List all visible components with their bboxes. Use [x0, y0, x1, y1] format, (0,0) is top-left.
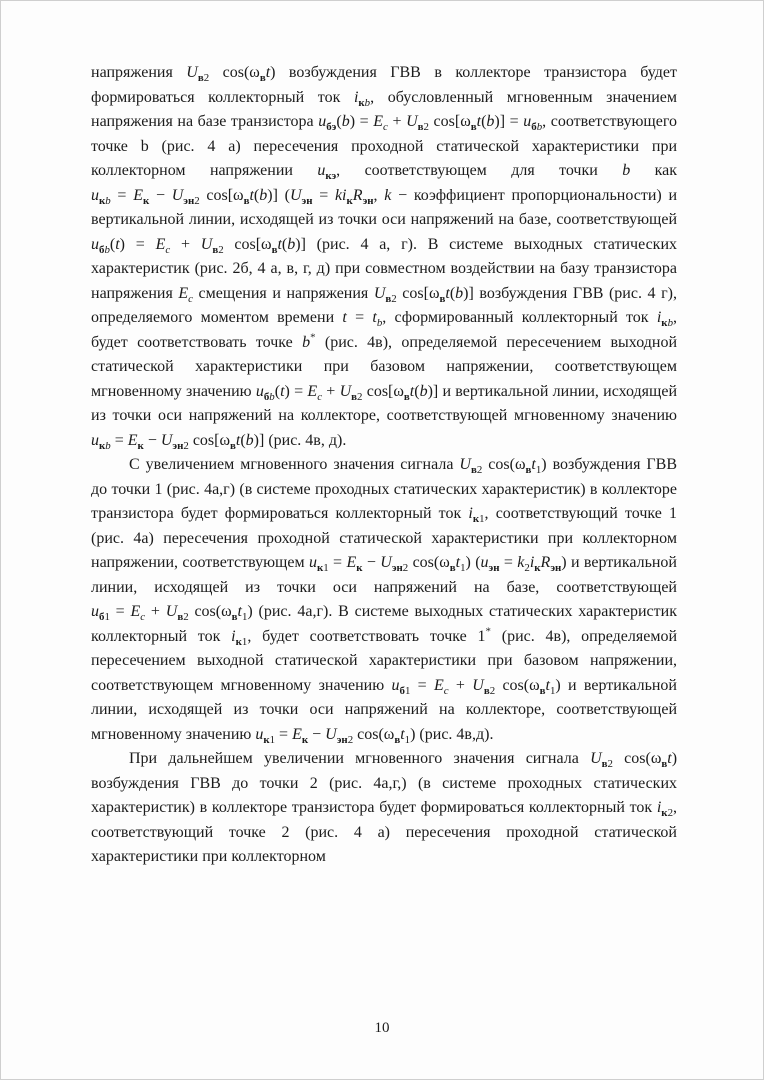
page-number: 10	[374, 1020, 390, 1036]
paragraph: При дальнейшем увеличении мгновенного значения сигнала $U_{в2}$ $\cos(\omega_вt)$ возбуждения ГВВ до точки 2 (рис. 4а,г,) (в системе проходных статических характеристик) в коллекторе транзистора будет формироваться коллекторный ток $i_{к2}$, соответствующий точке 2 (рис. 4 а) пересечения проходной статической характеристики при коллекторном	[91, 750, 678, 865]
paragraph: С увеличением мгновенного значения сигнала $U_{в2}$ $\cos(\omega_вt_1)$ возбуждения ГВВ до точки 1 (рис. 4а,г) (в системе проходных статических характеристик) в коллекторе транзистора будет формироваться коллекторный ток $i_{к1}$, соответствующий точке 1 (рис. 4а) пересечения проходной статической характеристики при коллекторном напряжении, соответствующем $u_{к1} = E_к - U_{эн2}$ $\cos(\omega_вt_1) (u_{эн} = k_2i_кR_{эн})$ и вертикальной линии, исходящей из точки оси напряжений на базе, соответствующей $u_{б1} = E_c + U_{в2}$ $\cos(\omega_вt_1)$ (рис. 4а,г). В системе выходных статических характеристик коллекторный ток $i_{к1}$, будет соответствовать точке 1* (рис. 4в), определяемой пересечением выходной статической характеристики при базовом напряжении, соответствующем мгновенному значению $u_{б1} = E_c + U_{в2}$ $\cos(\omega_вt_1)$ и вертикальной линии, исходящей из точки оси напряжений на коллекторе, соответствующей мгновенному значению $u_{к1} = E_к - U_{эн2}$ $\cos(\omega_вt_1)$ (рис. 4в,д).	[91, 456, 678, 746]
paragraph: напряжения $U_{в2}$ $\cos(\omega_вt)$ возбуждения ГВВ в коллекторе транзистора будет формироваться коллекторный ток $i_{кb}$, обусловленный мгновенным значением напряжения на базе транзистора $u_{бэ}(b) = E_c + U_{в2}$ $\cos[\omega_вt(b)] = u_{бb}$, соответствующего точке b (рис. 4 а) пересечения проходной статической характеристики при коллекторном напряжении $u_{кэ}$, соответствующем для точки b как $u_{кb} = E_к - U_{эн2}$ $\cos[\omega_вt(b)] (U_{эн} = ki_кR_{эн}$, k − коэффициент пропорциональности) и вертикальной линии, исходящей из точки оси напряжений на базе, соответствующей $u_{бb}(t) = E_c + U_{в2}$ $\cos[\omega_вt(b)]$ (рис. 4 а, г). В системе выходных статических характеристик (рис. 2б, 4 а, в, г, д) при совместном воздействии на базу транзистора напряжения $E_c$ смещения и напряжения $U_{в2}$ $\cos[\omega_вt(b)]$ возбуждения ГВВ (рис. 4 г), определяемого моментом времени $t = t_b$, сформированный коллекторный ток $i_{кb}$, будет соответствовать точке b* (рис. 4в), определяемой пересечением выходной статической характеристики при базовом напряжении, соответствующем мгновенному значению $u_{бb}(t) = E_c + U_{в2}$ $\cos[\omega_вt(b)]$ и вертикальной линии, исходящей из точки оси напряжений на коллекторе, соответствующей мгновенному значению $u_{кb} = E_к - U_{эн2}$ $\cos[\omega_вt(b)]$ (рис. 4в, д).	[91, 64, 678, 452]
text-body	[91, 61, 677, 870]
page-footer	[1, 1020, 763, 1037]
